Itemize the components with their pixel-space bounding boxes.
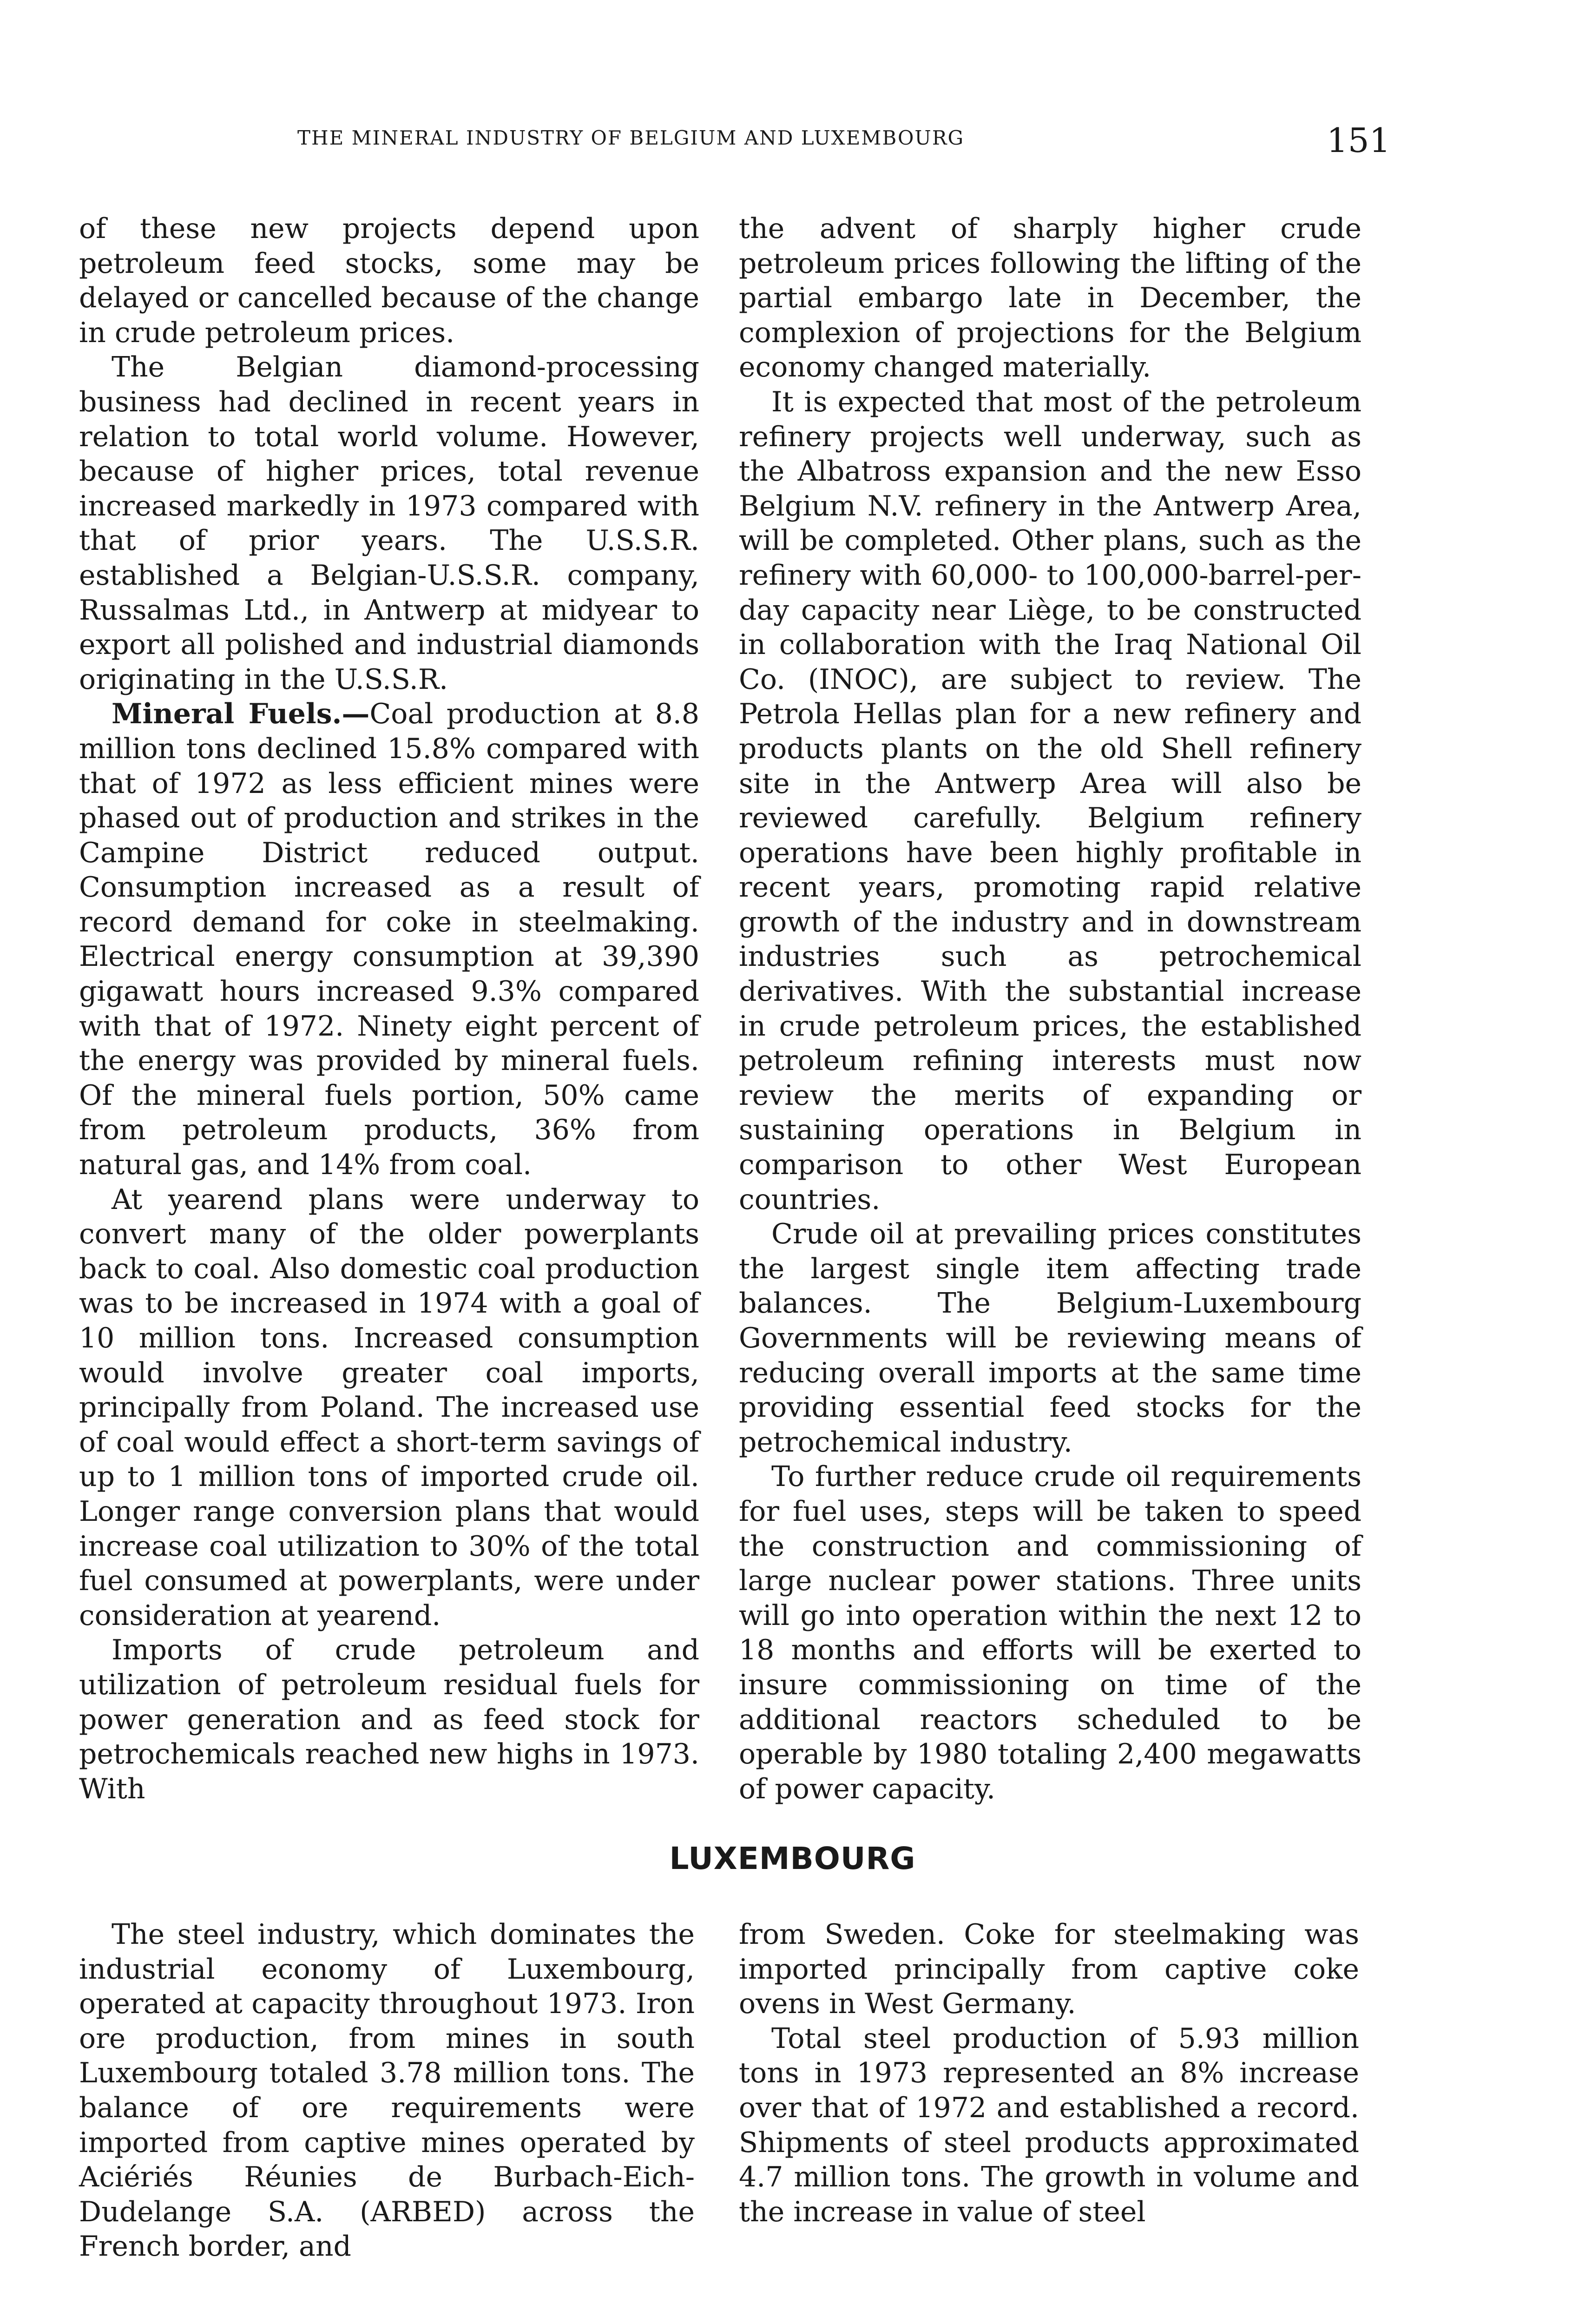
paragraph	[79, 697, 699, 1182]
paragraph: Crude oil at prevailing prices constitutes the largest single item affecting trade balances. The Belgium-Luxembourg Governments will be reviewing means of reducing overall imports at the same time providing essential feed stocks for the petrochemical industry.	[739, 1218, 1361, 1459]
section-heading-luxembourg: LUXEMBOURG	[669, 1841, 916, 1876]
paragraph-text: Coal production at 8.8 million tons declined 15.8% compared with that of 1972 as less efficient mines were phased out of production and strikes in the Campine District reduced output. Consumption increased as a result of record demand for coke in steelmaking. Electrical energy consumption at 39,390 gigawatt hours increased 9.3% compared with that of 1972. Ninety eight percent of the energy was provided by mineral fuels. Of the mineral fuels portion, 50% came from petroleum products, 36% from natural gas, and 14% from coal.	[79, 698, 699, 1182]
section-lead-mineral-fuels: Mineral Fuels.—	[112, 698, 370, 731]
paragraph: from Sweden. Coke for steelmaking was imported principally from captive coke ovens in West Germany.	[739, 1918, 1359, 2020]
belgium-column-left	[79, 211, 699, 1806]
paragraph: Imports of crude petroleum and utilization of petroleum residual fuels for power generation and as feed stock for petrochemicals reached new highs in 1973. With	[79, 1634, 699, 1805]
paragraph: of these new projects depend upon petroleum feed stocks, some may be delayed or cancelled because of the change in crude petroleum prices.	[79, 212, 699, 349]
page-number: 151	[1327, 121, 1391, 160]
paragraph: To further reduce crude oil requirements for fuel uses, steps will be taken to speed the construction and commissioning of large nuclear power stations. Three units will go into operation within the next 12 to 18 months and efforts will be exerted to insure commissioning on time of the additional reactors scheduled to be operable by 1980 totaling 2,400 megawatts of power capacity.	[739, 1460, 1361, 1805]
luxembourg-column-right	[739, 1917, 1359, 2229]
paragraph: At yearend plans were underway to convert many of the older powerplants back to coal. Also domestic coal production was to be increased in 1974 with a goal of 10 million tons. Increased consumption would involve greater coal imports, principally from Poland. The increased use of coal would effect a short-term savings of up to 1 million tons of imported crude oil. Longer range conversion plans that would increase coal utilization to 30% of the total fuel consumed at powerplants, were under consideration at yearend.	[79, 1183, 699, 1632]
paragraph: The Belgian diamond-processing business had declined in recent years in relation to total world volume. However, because of higher prices, total revenue increased markedly in 1973 compared with that of prior years. The U.S.S.R. established a Belgian-U.S.S.R. company, Russalmas Ltd., in Antwerp at midyear to export all polished and industrial diamonds originating in the U.S.S.R.	[79, 351, 699, 696]
luxembourg-column-left	[79, 1917, 695, 2264]
paragraph: Total steel production of 5.93 million tons in 1973 represented an 8% increase over that of 1972 and established a record. Shipments of steel products approximated 4.7 million tons. The growth in volume and the increase in value of steel	[739, 2022, 1359, 2228]
paragraph: The steel industry, which dominates the industrial economy of Luxembourg, operated at capacity throughout 1973. Iron ore production, from mines in south Luxembourg totaled 3.78 million tons. The balance of ore requirements were imported from captive mines operated by Aciériés Réunies de Burbach-Eich-Dudelange S.A. (ARBED) across the French border, and	[79, 1918, 695, 2263]
paragraph: the advent of sharply higher crude petroleum prices following the lifting of the partial embargo late in December, the complexion of projections for the Belgium economy changed materially.	[739, 212, 1361, 384]
belgium-column-right	[739, 211, 1361, 1806]
running-header: THE MINERAL INDUSTRY OF BELGIUM AND LUXEMBOURG	[297, 126, 964, 149]
paragraph: It is expected that most of the petroleum refinery projects well underway, such as the Albatross expansion and the new Esso Belgium N.V. refinery in the Antwerp Area, will be completed. Other plans, such as the refinery with 60,000- to 100,000-barrel-per-day capacity near Liège, to be constructed in collaboration with the Iraq National Oil Co. (INOC), are subject to review. The Petrola Hellas plan for a new refinery and products plants on the old Shell refinery site in the Antwerp Area will also be reviewed carefully. Belgium refinery operations have been highly profitable in recent years, promoting rapid relative growth of the industry and in downstream industries such as petrochemical derivatives. With the substantial increase in crude petroleum prices, the established petroleum refining interests must now review the merits of expanding or sustaining operations in Belgium in comparison to other West European countries.	[739, 385, 1361, 1216]
